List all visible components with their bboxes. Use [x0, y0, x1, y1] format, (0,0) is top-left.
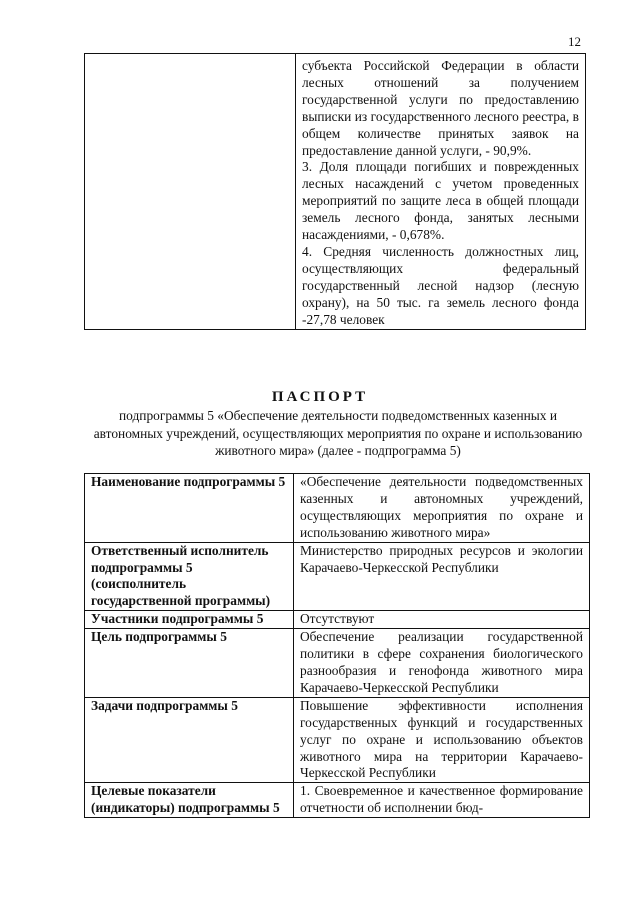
- row-label: Задачи подпрограммы 5: [85, 697, 294, 783]
- indicator-paragraph: 3. Доля площади погибших и поврежденных лесных насаждений с учетом проведенных мероприятий по защите леса в общей площади земель лесного фонда, занятых лесными насаждениями, - 0,678%.: [302, 159, 579, 243]
- indicator-paragraph: субъекта Российской Федерации в области лесных отношений за получением государственной услуги по предоставлению выписки из государственного лесного реестра, в общем количестве принятых заявок на предоставление данной услуги, - 90,9%.: [302, 58, 579, 158]
- continuation-table: [84, 53, 586, 330]
- passport-title: ПАСПОРТ: [271, 389, 369, 405]
- row-value: Повышение эффективности исполнения государственных функций и государственных услуг по охране и использованию объектов животного мира на территории Карачаево-Черкесской Республики: [294, 697, 590, 783]
- row-label: Целевые показатели (индикаторы) подпрограммы 5: [85, 783, 294, 818]
- row-value: Отсутствуют: [294, 611, 590, 629]
- passport-subtitle: подпрограммы 5 «Обеспечение деятельности подведомственных казенных и автономных учреждений, осуществляющих мероприятия по охране и использованию животного мира» (далее - подпрограмма 5): [93, 408, 583, 458]
- table-row: [85, 697, 590, 783]
- table-row: [85, 611, 590, 629]
- table-row: [85, 54, 586, 330]
- row-label: Участники подпрограммы 5: [85, 611, 294, 629]
- row-label: Ответственный исполнитель подпрограммы 5 (соисполнитель государственной программы): [85, 542, 294, 611]
- page-number: 12: [568, 34, 581, 49]
- table-row: [85, 783, 590, 818]
- table-row: [85, 629, 590, 698]
- indicators-cell: [296, 54, 586, 330]
- empty-left-cell: [85, 54, 296, 330]
- row-value: Министерство природных ресурсов и экологии Карачаево-Черкесской Республики: [294, 542, 590, 611]
- row-label: Наименование подпрограммы 5: [85, 474, 294, 543]
- row-value: 1. Своевременное и качественное формирование отчетности об исполнении бюд-: [294, 783, 590, 818]
- row-label: Цель подпрограммы 5: [85, 629, 294, 698]
- row-value: Обеспечение реализации государственной политики в сфере сохранения биологического разнообразия и генофонда животного мира Карачаево-Черкесской Республики: [294, 629, 590, 698]
- row-value: «Обеспечение деятельности подведомственных казенных и автономных учреждений, осуществляющих мероприятия по охране и использованию животного мира»: [294, 474, 590, 543]
- passport-table: [84, 473, 590, 818]
- table-row: [85, 542, 590, 611]
- indicator-paragraph: 4. Средняя численность должностных лиц, осуществляющих федеральный государственный лесной надзор (лесную охрану), на 50 тыс. га земель лесного фонда -27,78 человек: [302, 243, 579, 327]
- table-row: [85, 474, 590, 543]
